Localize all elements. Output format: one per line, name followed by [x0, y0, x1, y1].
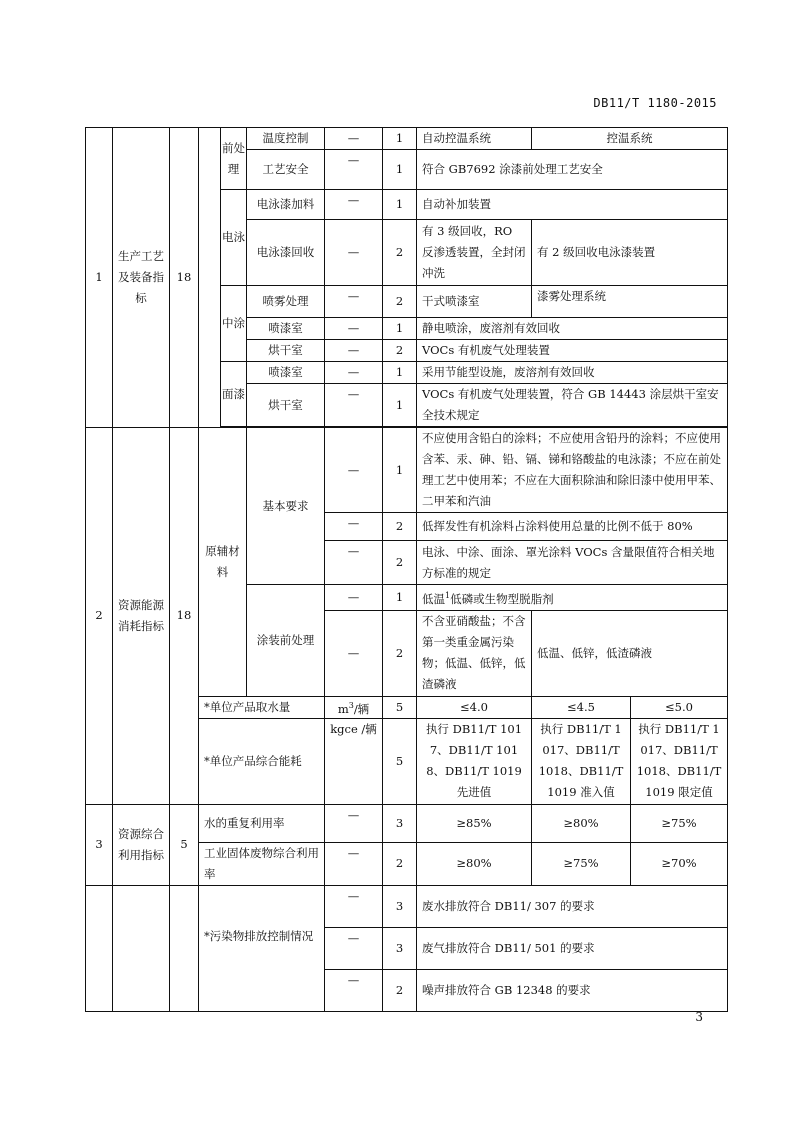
- item-score: 1: [383, 150, 417, 190]
- item-unit: —: [325, 190, 383, 220]
- requirement-text: 低挥发性有机涂料占涂料使用总量的比例不低于 80%: [417, 513, 728, 541]
- section-number: 1: [86, 128, 113, 428]
- item-unit: —: [325, 428, 383, 513]
- section-number: 3: [86, 804, 113, 885]
- item-unit: [325, 696, 383, 718]
- item-name: 电泳漆回收: [247, 220, 325, 286]
- level-2-value: 控温系统: [532, 128, 728, 150]
- level-2-value: 执行 DB11/T 1017、DB11/T 1018、DB11/T 1019 准入值: [532, 718, 631, 804]
- item-name: *单位产品综合能耗: [199, 718, 325, 804]
- section-weight: [170, 885, 199, 1011]
- item-score: 1: [383, 362, 417, 384]
- item-name: *单位产品取水量: [199, 696, 325, 718]
- requirement-text: 废水排放符合 DB11/ 307 的要求: [417, 885, 728, 927]
- item-score: 3: [383, 804, 417, 842]
- level-2-value: ≥80%: [532, 804, 631, 842]
- item-score: 2: [383, 340, 417, 362]
- unit-base: m: [337, 701, 349, 716]
- item-name: 喷雾处理: [247, 286, 325, 318]
- item-unit: —: [325, 513, 383, 541]
- item-unit: —: [325, 585, 383, 611]
- section-name: [113, 885, 170, 1011]
- level-3-value: ≥75%: [631, 804, 728, 842]
- item-unit: —: [325, 150, 383, 190]
- item-name: 喷漆室: [247, 318, 325, 340]
- item-name: 烘干室: [247, 384, 325, 427]
- requirement-text: VOCs 有机废气处理装置，符合 GB 14443 涂层烘干室安全技术规定: [417, 384, 728, 427]
- page-number: 3: [695, 1010, 703, 1024]
- section-weight: 18: [170, 428, 199, 805]
- level-2-value: 漆雾处理系统: [532, 286, 728, 318]
- section-name: 资源能源消耗指标: [113, 428, 170, 805]
- item-unit: —: [325, 927, 383, 969]
- level-2-value: 低温、低锌，低渣磷液: [532, 610, 728, 696]
- level-1-value: 不含亚硝酸盐；不含第一类重金属污染物；低温、低锌，低渣磷液: [417, 610, 532, 696]
- unit-superscript: 3: [348, 700, 354, 710]
- level-2-value: 有 2 级回收电泳漆装置: [532, 220, 728, 286]
- table-row: [86, 428, 728, 513]
- level-1-value: ≥80%: [417, 842, 532, 885]
- item-name: 工业固体废物综合利用率: [199, 842, 325, 885]
- table-row: [86, 128, 728, 150]
- item-unit: —: [325, 541, 383, 585]
- requirement-text: 自动补加装置: [417, 190, 728, 220]
- item-name: 电泳漆加料: [247, 190, 325, 220]
- level-1-value: 执行 DB11/T 1017、DB11/T 1018、DB11/T 1019 先进值: [417, 718, 532, 804]
- level-1-value: 有 3 级回收，RO 反渗透装置，全封闭冲洗: [417, 220, 532, 286]
- process-group: 前处理: [221, 128, 247, 190]
- item-score: 5: [383, 718, 417, 804]
- item-score: 2: [383, 286, 417, 318]
- item-unit: —: [325, 384, 383, 427]
- requirement-suffix: 低磷或生物型脱脂剂: [450, 591, 554, 606]
- item-unit: —: [325, 318, 383, 340]
- material-group: 原辅材料: [199, 428, 247, 697]
- item-unit: —: [325, 969, 383, 1011]
- requirement-text: 废气排放符合 DB11/ 501 的要求: [417, 927, 728, 969]
- unit-tail: /辆: [353, 701, 370, 716]
- level-3-value: ≥70%: [631, 842, 728, 885]
- item-unit: kgce /辆: [325, 718, 383, 804]
- process-group: 中涂: [221, 286, 247, 362]
- requirement-text: 符合 GB7692 涂漆前处理工艺安全: [417, 150, 728, 190]
- item-name: 涂装前处理: [247, 585, 325, 697]
- item-name: 基本要求: [247, 428, 325, 585]
- section-number: 2: [86, 428, 113, 805]
- requirement-text: 噪声排放符合 GB 12348 的要求: [417, 969, 728, 1011]
- item-unit: —: [325, 804, 383, 842]
- item-score: 1: [383, 318, 417, 340]
- requirement-text: VOCs 有机废气处理装置: [417, 340, 728, 362]
- item-score: 3: [383, 927, 417, 969]
- item-unit: —: [325, 362, 383, 384]
- item-unit: —: [325, 128, 383, 150]
- level-3-value: ≤5.0: [631, 696, 728, 718]
- process-group: 面漆: [221, 362, 247, 427]
- item-unit: —: [325, 842, 383, 885]
- item-score: 1: [383, 428, 417, 513]
- section-weight: 5: [170, 804, 199, 885]
- item-name: 水的重复利用率: [199, 804, 325, 842]
- section-number: [86, 885, 113, 1011]
- item-score: 2: [383, 513, 417, 541]
- requirement-text: [417, 585, 728, 611]
- item-name: *污染物排放控制情况: [199, 885, 325, 1011]
- item-name: 喷漆室: [247, 362, 325, 384]
- item-name: 工艺安全: [247, 150, 325, 190]
- item-unit: —: [325, 286, 383, 318]
- requirement-text: 电泳、中涂、面涂、罩光涂料 VOCs 含量限值符合相关地方标准的规定: [417, 541, 728, 585]
- item-unit: —: [325, 220, 383, 286]
- requirement-prefix: 低温: [422, 591, 445, 606]
- level-2-value: ≥75%: [532, 842, 631, 885]
- item-name: 温度控制: [247, 128, 325, 150]
- footnote-marker: 1: [445, 591, 451, 600]
- item-score: 1: [383, 585, 417, 611]
- item-score: 5: [383, 696, 417, 718]
- requirement-text: 采用节能型设施，废溶剂有效回收: [417, 362, 728, 384]
- process-group: 电泳: [221, 190, 247, 286]
- item-unit: —: [325, 610, 383, 696]
- item-score: 2: [383, 220, 417, 286]
- level-1-value: 干式喷漆室: [417, 286, 532, 318]
- section-weight: 18: [170, 128, 199, 428]
- section-name: 资源综合利用指标: [113, 804, 170, 885]
- item-name: 烘干室: [247, 340, 325, 362]
- section-name: 生产工艺及装备指标: [113, 128, 170, 428]
- requirement-text: 静电喷涂，废溶剂有效回收: [417, 318, 728, 340]
- table-row: [86, 885, 728, 927]
- level-1-value: ≥85%: [417, 804, 532, 842]
- item-unit: —: [325, 340, 383, 362]
- item-score: 2: [383, 842, 417, 885]
- spacer-cell: [199, 128, 221, 428]
- level-1-value: 自动控温系统: [417, 128, 532, 150]
- item-score: 2: [383, 610, 417, 696]
- item-unit: —: [325, 885, 383, 927]
- item-score: 1: [383, 384, 417, 427]
- item-score: 3: [383, 885, 417, 927]
- level-3-value: 执行 DB11/T 1017、DB11/T 1018、DB11/T 1019 限定值: [631, 718, 728, 804]
- evaluation-index-table: [85, 127, 728, 1012]
- requirement-text: 不应使用含铅白的涂料；不应使用含铅丹的涂料；不应使用含苯、汞、砷、铅、镉、锑和铬酸盐的电泳漆；不应在前处理工艺中使用苯；不应在大面积除油和除旧漆中使用甲苯、二甲苯和汽油: [417, 428, 728, 513]
- table-row: [86, 804, 728, 842]
- level-1-value: ≤4.0: [417, 696, 532, 718]
- item-score: 2: [383, 969, 417, 1011]
- item-score: 1: [383, 190, 417, 220]
- level-2-value: ≤4.5: [532, 696, 631, 718]
- item-score: 1: [383, 128, 417, 150]
- standard-code: DB11/T 1180-2015: [593, 96, 717, 110]
- item-score: 2: [383, 541, 417, 585]
